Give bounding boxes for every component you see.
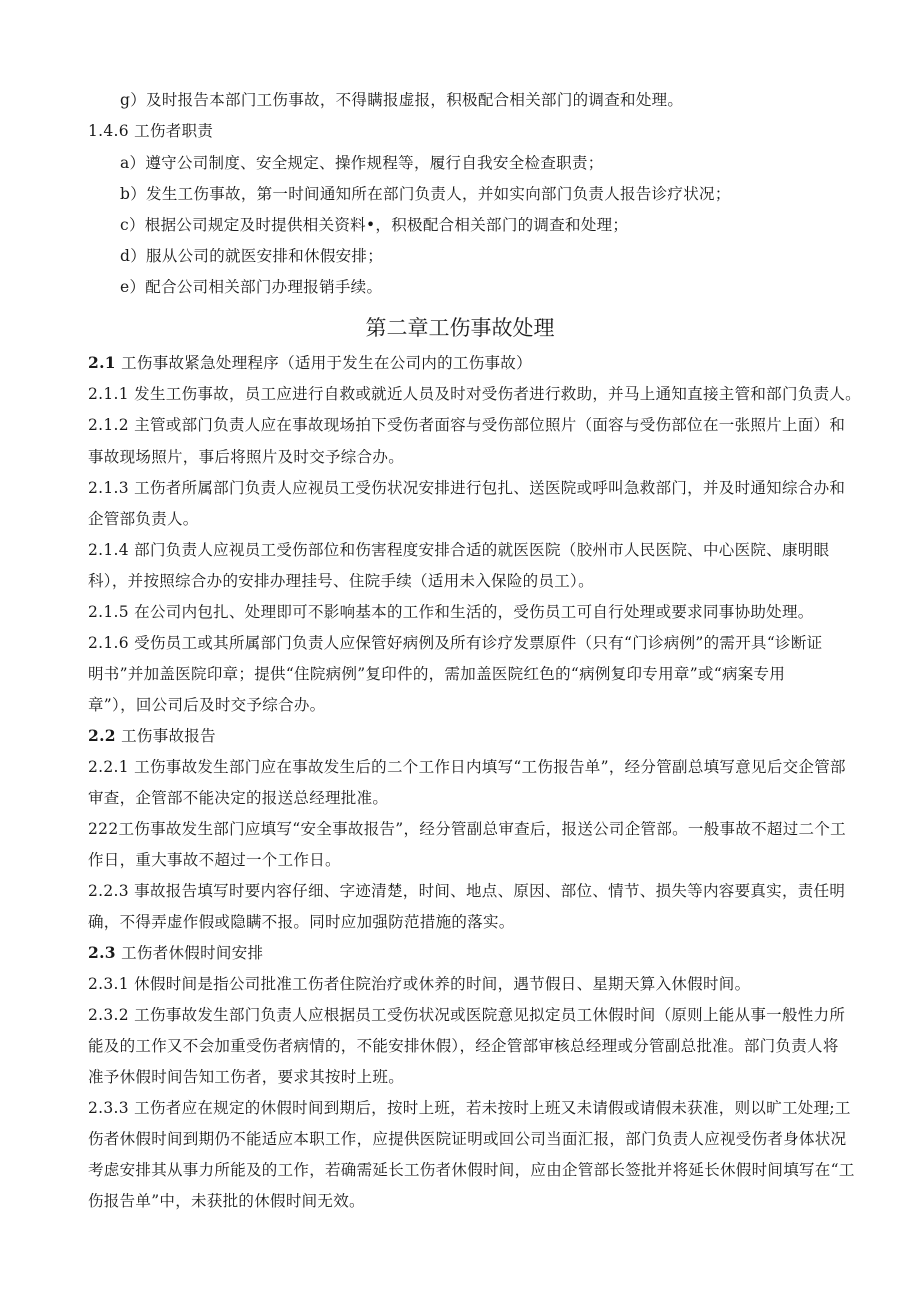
para-2-3-2-line3: 准予休假时间告知工伤者，要求其按时上班。: [88, 1068, 405, 1086]
para-2-1-2-line1: 2.1.2 主管或部门负责人应在事故现场拍下受伤者面容与受伤部位照片（面容与受伤部位在一张照片上面）和: [88, 416, 846, 434]
section-number: 2.3: [88, 943, 116, 962]
para-2-3-3-line4: 伤报告单”中，未获批的休假时间无效。: [88, 1192, 365, 1210]
item-a: a）遵守公司制度、安全规定、操作规程等，履行自我安全检查职责；: [120, 154, 604, 172]
para-2-1-6-line3: 章”），回公司后及时交予综合办。: [88, 696, 326, 714]
item-d: d）服从公司的就医安排和休假安排；: [120, 247, 384, 265]
para-2-3-1: 2.3.1 休假时间是指公司批准工伤者住院治疗或休养的时间，遇节假日、星期天算入休假时间。: [88, 975, 751, 993]
para-2-1-5: 2.1.5 在公司内包扎、处理即可不影响基本的工作和生活的，受伤员工可自行处理或要求同事协助处理。: [88, 603, 814, 621]
section-2-2-heading: [88, 725, 216, 747]
para-2-1-6-line1: 2.1.6 受伤员工或其所属部门负责人应保管好病例及所有诊疗发票原件（只有“门诊病例”的需开具“诊断证: [88, 634, 823, 652]
para-2-3-3-line1: 2.3.3 工伤者应在规定的休假时间到期后，按时上班，若未按时上班又未请假或请假未获准，则以旷工处理;工: [88, 1099, 851, 1117]
chapter-title: 第二章工伤事故处理: [365, 316, 555, 340]
para-2-3-2-line1: 2.3.2 工伤事故发生部门负责人应根据员工受伤状况或医院意见拟定员工休假时间（原则上能从事一般性力所: [88, 1006, 846, 1024]
section-1-4-6: 1.4.6 工伤者职责: [88, 122, 214, 140]
para-2-1-4-line1: 2.1.4 部门负责人应视员工受伤部位和伤害程度安排合适的就医医院（胶州市人民医院、中心医院、康明眼: [88, 541, 830, 559]
para-2-1-3-line2: 企管部负责人。: [88, 510, 199, 528]
section-number: 2.1: [88, 353, 116, 372]
para-2-2-2-line1: 222工伤事故发生部门应填写“安全事故报告”，经分管副总审查后，报送公司企管部。一般事故不超过二个工: [88, 820, 846, 838]
para-2-2-3-line2: 确，不得弄虚作假或隐瞒不报。同时应加强防范措施的落实。: [88, 913, 515, 931]
para-2-3-3-line3: 考虑安排其从事力所能及的工作，若确需延长工伤者休假时间，应由企管部长签批并将延长休假时间填写在“工: [88, 1161, 855, 1179]
section-number: 2.2: [88, 726, 116, 745]
section-title: 工伤事故紧急处理程序（适用于发生在公司内的工伤事故）: [115, 354, 532, 372]
para-2-1-6-line2: 明书”并加盖医院印章；提供“住院病例”复印件的，需加盖医院红色的“病例复印专用章”或“病案专用: [88, 665, 786, 683]
section-2-1-heading: [88, 352, 532, 374]
para-2-1-2-line2: 事故现场照片，事后将照片及时交予综合办。: [88, 448, 405, 466]
section-2-3-heading: [88, 942, 263, 964]
para-2-1-1: 2.1.1 发生工伤事故，员工应进行自救或就近人员及时对受伤者进行救助，并马上通知直接主管和部门负责人。: [88, 385, 861, 403]
para-2-2-2-line2: 作日，重大事故不超过一个工作日。: [88, 851, 341, 869]
section-title: 工伤者休假时间安排: [115, 944, 264, 962]
item-c: c）根据公司规定及时提供相关资料•，积极配合相关部门的调查和处理；: [120, 216, 629, 234]
para-2-2-1-line2: 审查，企管部不能决定的报送总经理批准。: [88, 789, 389, 807]
para-2-1-4-line2: 科），并按照综合办的安排办理挂号、住院手续（适用未入保险的员工）。: [88, 572, 594, 590]
para-2-2-1-line1: 2.2.1 工伤事故发生部门应在事故发生后的二个工作日内填写“工伤报告单”，经分管副总填写意见后交企管部: [88, 758, 846, 776]
para-2-3-3-line2: 伤者休假时间到期仍不能适应本职工作，应提供医院证明或回公司当面汇报，部门负责人应视受伤者身体状况: [88, 1130, 847, 1148]
item-e: e）配合公司相关部门办理报销手续。: [120, 278, 383, 296]
para-2-3-2-line2: 能及的工作又不会加重受伤者病情的，不能安排休假），经企管部审核总经理或分管副总批准。部门负责人将: [88, 1037, 839, 1055]
para-2-2-3-line1: 2.2.3 事故报告填写时要内容仔细、字迹清楚，时间、地点、原因、部位、情节、损失等内容要真实，责任明: [88, 882, 846, 900]
para-2-1-3-line1: 2.1.3 工伤者所属部门负责人应视员工受伤状况安排进行包扎、送医院或呼叫急救部门，并及时通知综合办和: [88, 479, 846, 497]
section-title: 工伤事故报告: [115, 727, 216, 745]
item-g: g）及时报告本部门工伤事故，不得瞒报虚报，积极配合相关部门的调查和处理。: [120, 91, 684, 109]
item-b: b）发生工伤事故，第一时间通知所在部门负责人，并如实向部门负责人报告诊疗状况；: [120, 185, 731, 203]
